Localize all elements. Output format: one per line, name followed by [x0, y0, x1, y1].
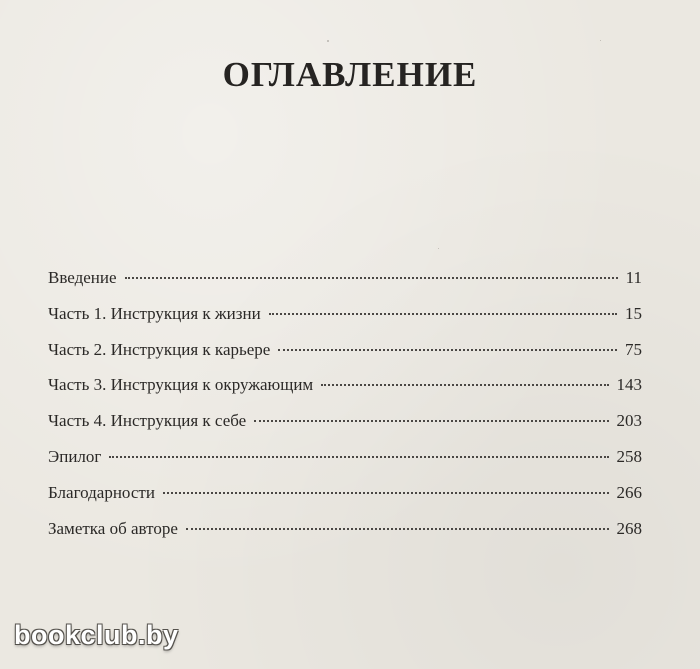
dot-leader [254, 420, 608, 422]
toc-entry-page-number: 11 [625, 268, 642, 287]
toc-entry-page-number: 203 [616, 411, 642, 431]
toc-entry-part-2 [48, 340, 642, 376]
toc-entry-page-number: 75 [625, 339, 642, 359]
toc-entry-label: Часть 4. Инструкция к себе [48, 411, 247, 431]
toc-entry-label: Благодарности [48, 482, 155, 502]
toc-entry-label: Введение [48, 268, 117, 287]
toc-entry-page-number: 268 [616, 518, 642, 538]
toc-entry-about-author [48, 519, 642, 555]
toc-entry-page-number: 143 [616, 375, 642, 395]
toc-entry-page-number: 258 [616, 446, 642, 466]
dot-leader [125, 277, 618, 279]
toc-entry-label: Часть 3. Инструкция к окружающим [48, 375, 314, 395]
watermark-logo: bookclub.by [14, 620, 179, 650]
toc-entry-part-4 [48, 411, 642, 447]
toc-entry-label: Часть 1. Инструкция к жизни [48, 303, 261, 323]
paper-speck [600, 40, 601, 41]
dot-leader [321, 384, 608, 386]
paper-speck [438, 248, 439, 249]
toc-entry-part-1 [48, 304, 642, 340]
paper-speck [327, 40, 329, 42]
page-title: ОГЛАВЛЕНИЕ [222, 55, 478, 94]
toc-entry-label: Эпилог [48, 446, 102, 466]
dot-leader [163, 492, 609, 494]
toc-entry-epilogue [48, 447, 642, 483]
toc-entry-page-number: 266 [616, 482, 642, 502]
dot-leader [269, 313, 617, 315]
toc-entry-label: Заметка об авторе [48, 518, 178, 538]
dot-leader [109, 456, 608, 458]
table-of-contents [48, 268, 642, 554]
toc-entry-introduction [48, 268, 642, 304]
dot-leader [186, 528, 609, 530]
toc-entry-part-3 [48, 375, 642, 411]
toc-entry-label: Часть 2. Инструкция к карьере [48, 339, 271, 359]
toc-entry-page-number: 15 [625, 303, 642, 323]
toc-entry-acknowledgements [48, 483, 642, 519]
dot-leader [278, 349, 617, 351]
